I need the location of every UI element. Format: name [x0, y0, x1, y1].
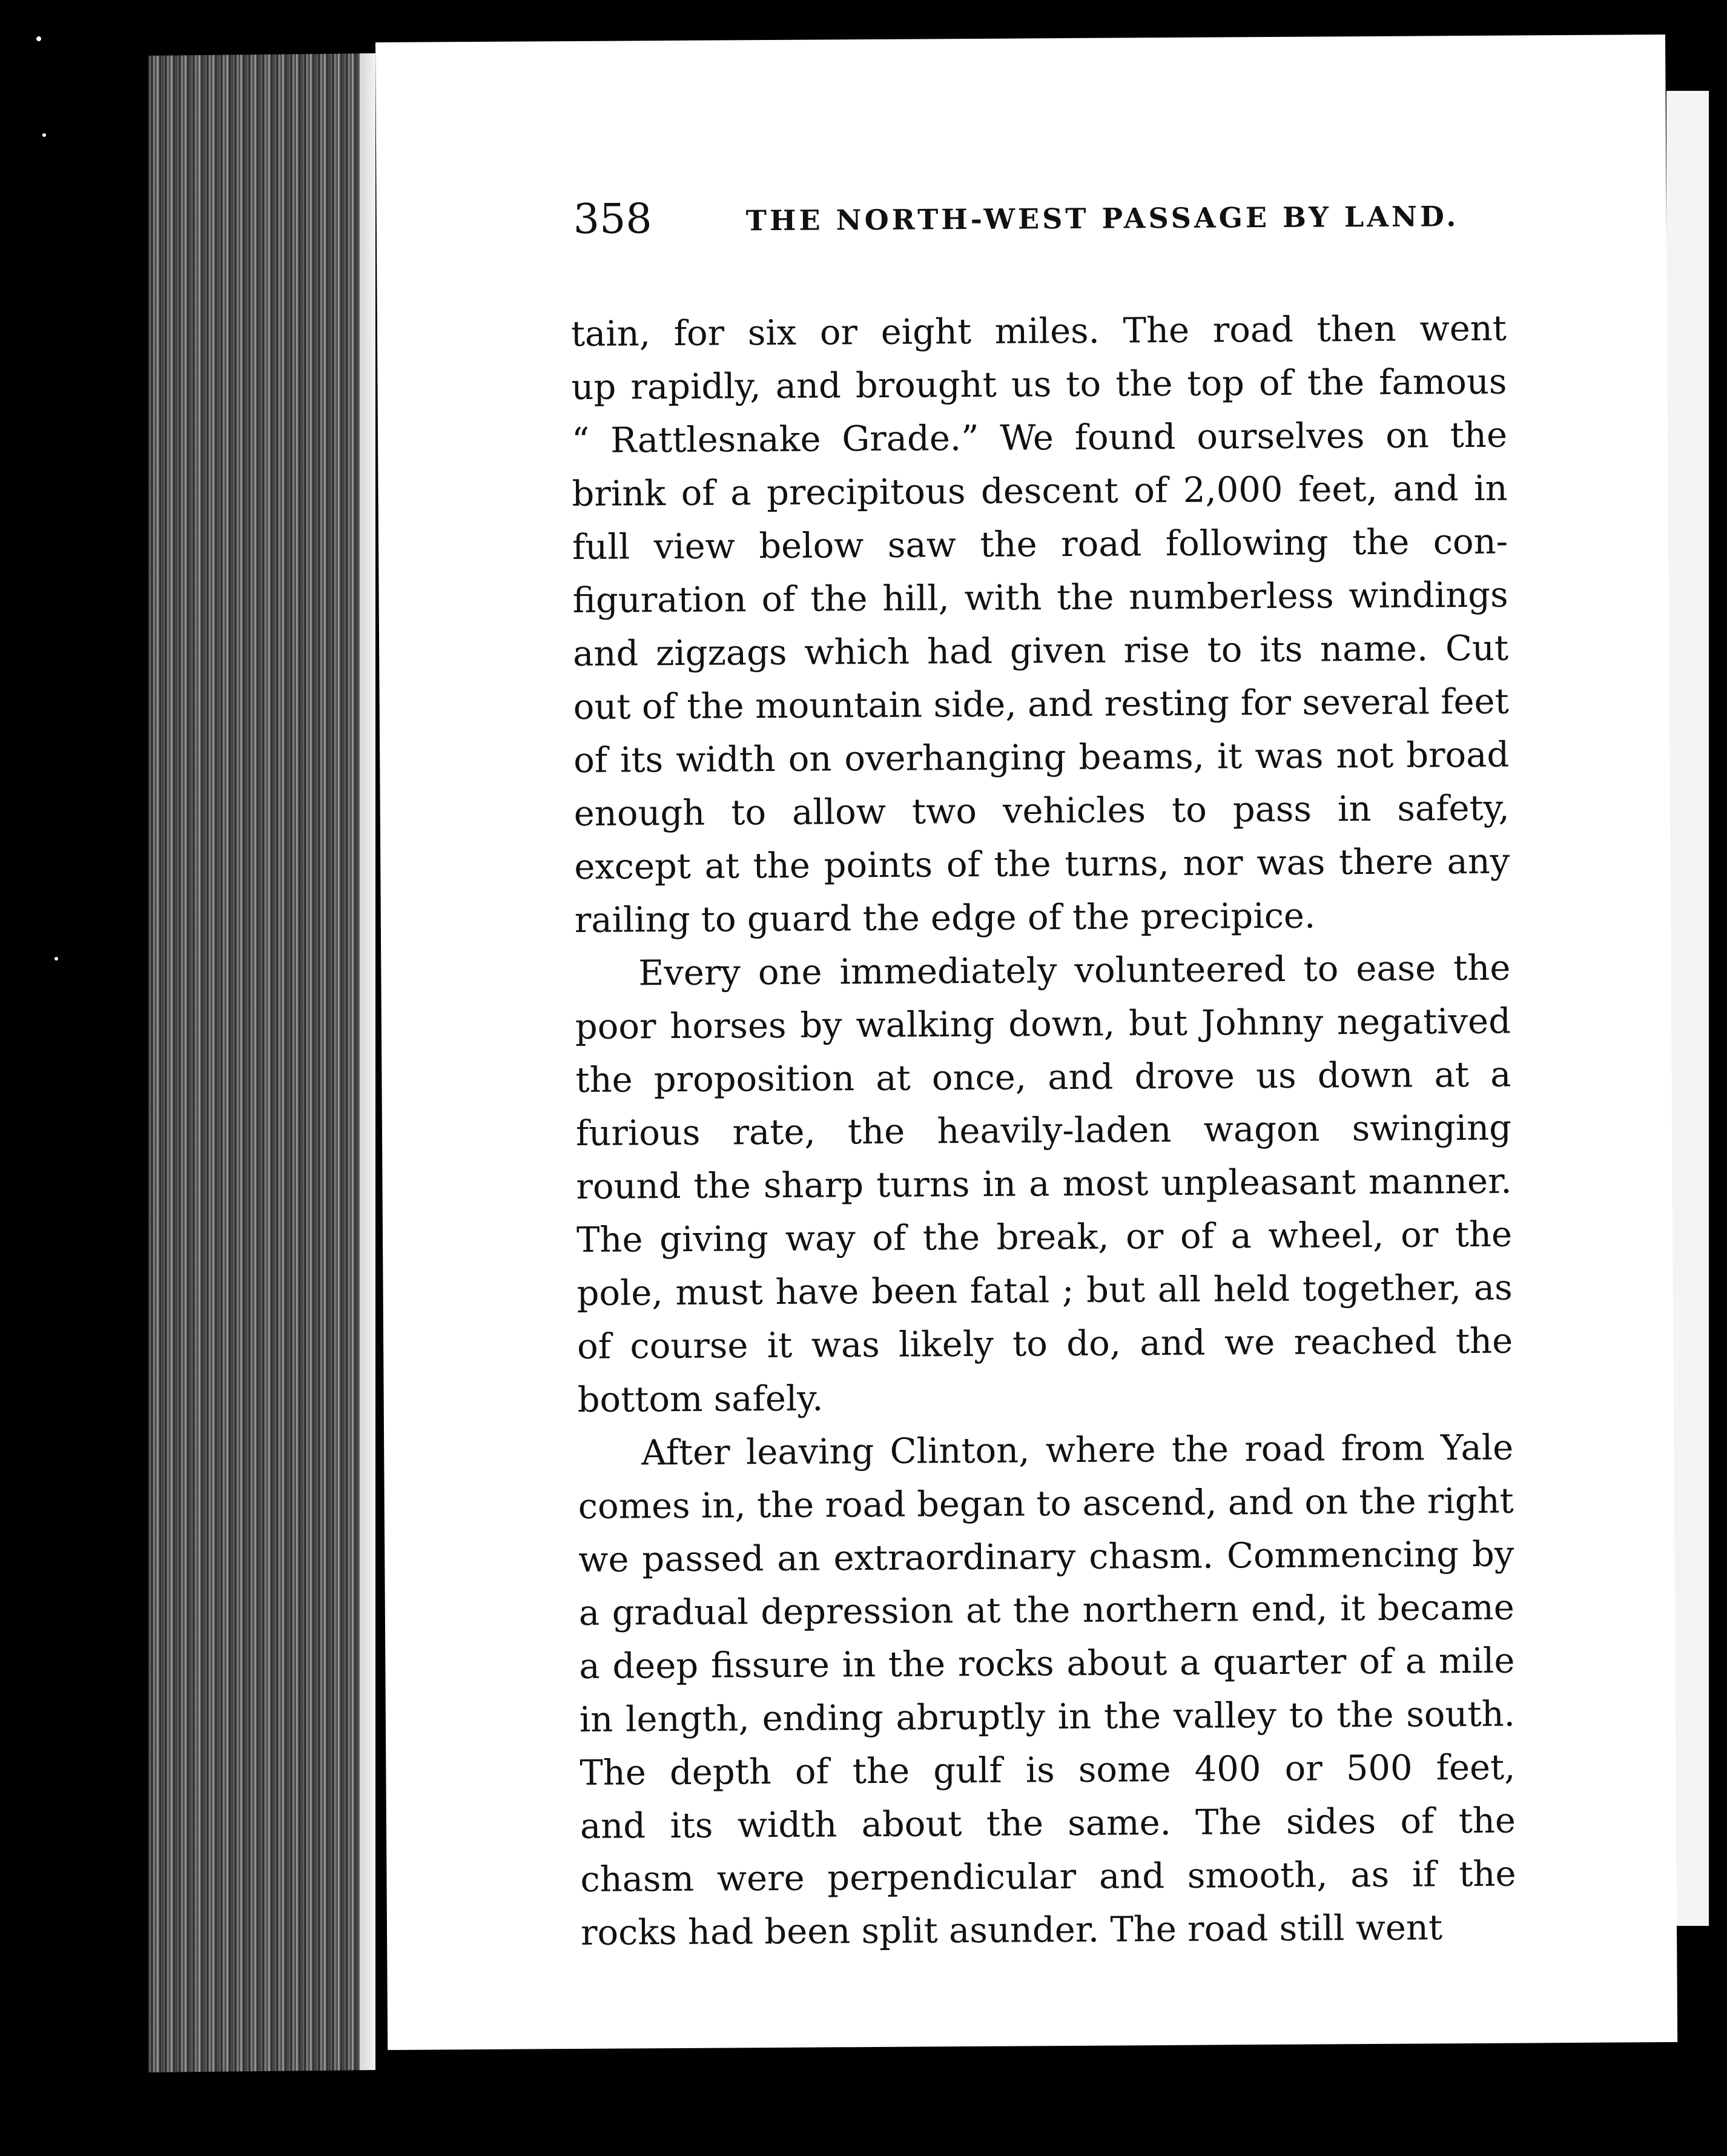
text-line: of course it was likely to do, and we reached the [576, 1320, 1513, 1367]
page-edges [148, 53, 375, 2072]
text-line: bottom safely. [577, 1378, 824, 1421]
text-line: furious rate, the heavily-laden wagon swinging [575, 1107, 1512, 1154]
text-line: After leaving Clinton, where the road from Yale [641, 1427, 1514, 1473]
running-head: THE NORTH-WEST PASSAGE BY LAND. [745, 200, 1459, 237]
text-line: The giving way of the break, or of a wheel, or the [576, 1214, 1513, 1261]
text-line: round the sharp turns in a most unpleasant manner. [576, 1160, 1512, 1208]
page-header [573, 187, 1543, 247]
text-line: railing to guard the edge of the precipice. [574, 895, 1316, 941]
text-line: a gradual depression at the northern end, it became [578, 1587, 1515, 1633]
paragraph [578, 1421, 1516, 1960]
text-line: and its width about the same. The sides of the [580, 1800, 1516, 1847]
text-line: enough to allow two vehicles to pass in safety, [573, 787, 1510, 835]
text-line: in length, ending abruptly in the valley to the south. [579, 1693, 1516, 1740]
paragraph [571, 302, 1510, 947]
text-line: tain, for six or eight miles. The road then went [570, 308, 1507, 355]
text-line: rocks had been split asunder. The road still went [580, 1907, 1443, 1953]
text-line: except at the points of the turns, nor was there any [574, 841, 1510, 888]
text-line: a deep fissure in the rocks about a quarter of a mile [579, 1640, 1515, 1687]
text-line: pole, must have been fatal ; but all held together, as [576, 1267, 1513, 1314]
text-line: The depth of the gulf is some 400 or 500 feet, [580, 1747, 1516, 1793]
text-line: chasm were perpendicular and smooth, as if the [580, 1853, 1516, 1900]
text-line: Every one immediately volunteered to ease the [638, 947, 1511, 994]
paragraph [575, 942, 1513, 1427]
text-line: brink of a precipitous descent of 2,000 feet, and in [572, 468, 1508, 515]
text-line: figuration of the hill, with the numberless windings [572, 574, 1508, 621]
text-line: the proposition at once, and drove us down at a [575, 1054, 1511, 1101]
text-line: comes in, the road began to ascend, and on the right [578, 1480, 1514, 1527]
text-line: of its width on overhanging beams, it was not broad [573, 734, 1510, 781]
text-line: and zigzags which had given rise to its name. Cut [572, 627, 1509, 675]
text-line: full view below saw the road following the con- [572, 521, 1508, 568]
book-page [375, 35, 1677, 2050]
page-number: 358 [573, 195, 652, 244]
dust-speck [36, 36, 41, 41]
body-text [571, 302, 1517, 1960]
text-line: we passed an extraordinary chasm. Commencing by [578, 1533, 1514, 1580]
text-line: “ Rattlesnake Grade.” We found ourselves on the [571, 414, 1508, 461]
text-line: poor horses by walking down, but Johnny negatived [575, 1000, 1511, 1048]
dust-speck [54, 957, 58, 961]
text-line: up rapidly, and brought us to the top of the famous [571, 361, 1507, 408]
text-line: out of the mountain side, and resting for several feet [573, 681, 1509, 728]
dust-speck [42, 133, 46, 137]
